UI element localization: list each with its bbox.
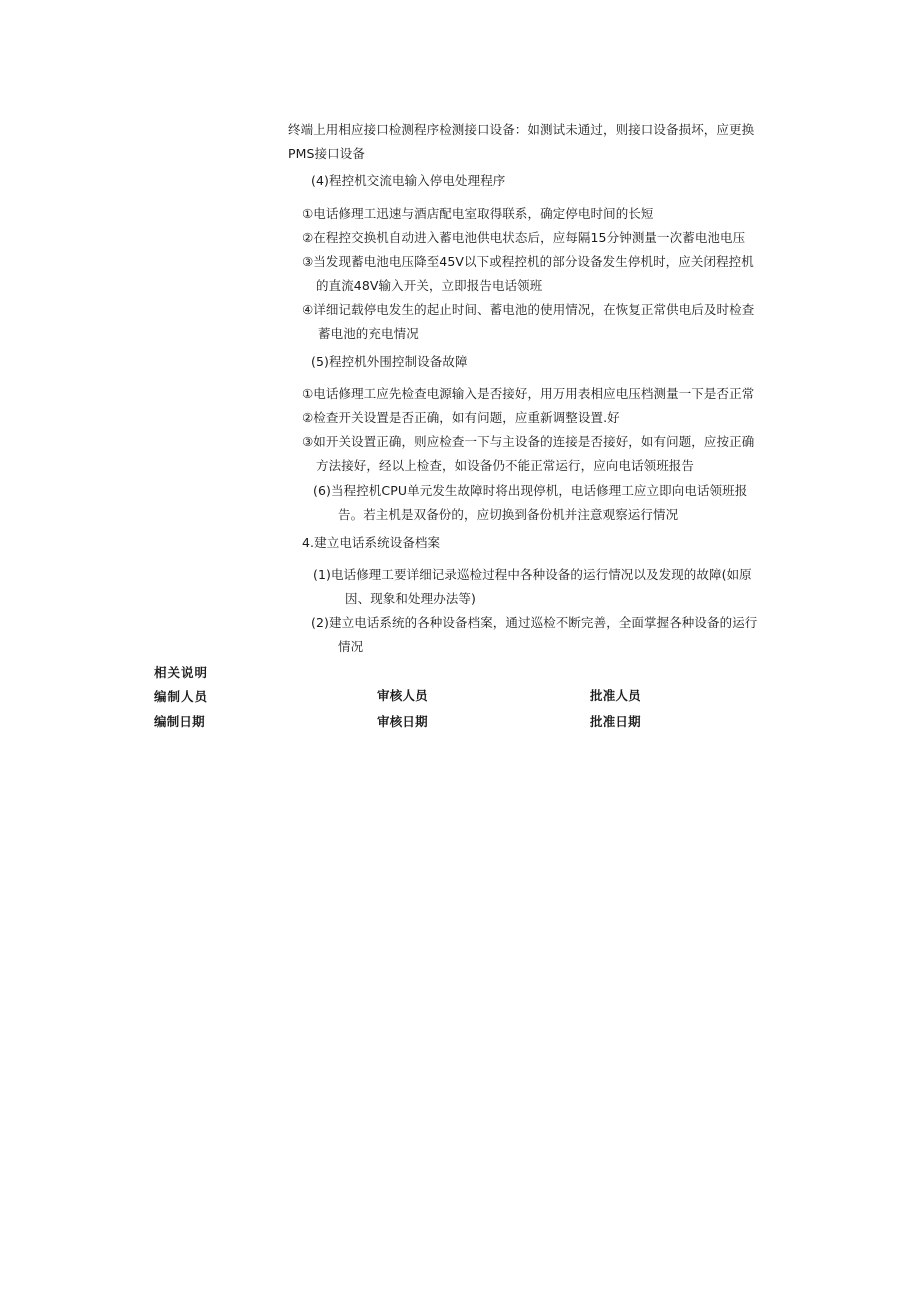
body-line-12: ②检查开关设置是否正确，如有问题，应重新调整设置.好	[302, 410, 620, 425]
body-line-14: 方法接好，经以上检查，如设备仍不能正常运行，应向电话领班报告	[316, 458, 695, 473]
compiled-by-label: 编制人员	[154, 689, 209, 704]
related-notes-label: 相关说明	[154, 665, 209, 680]
body-line-15: (6)当程控机CPU单元发生故障时将出现停机，电话修理工应立即向电话领班报	[313, 483, 748, 498]
body-line-5: ②在程控交换机自动进入蓄电池供电状态后，应每隔15分钟测量一次蓄电池电压	[302, 230, 746, 245]
reviewed-date-label: 审核日期	[377, 714, 428, 729]
body-line-1: 终端上用相应接口检测程序检测接口设备：如测试未通过，则接口设备损坏，应更换	[288, 122, 755, 137]
body-line-21: 情况	[338, 639, 364, 654]
section-heading-4: (4)程控机交流电输入停电处理程序	[311, 173, 506, 188]
body-line-7: 的直流48V输入开关，立即报告电话领班	[316, 278, 543, 293]
body-line-18: (1)电话修理工要详细记录巡检过程中各种设备的运行情况以及发现的故障(如原	[313, 567, 752, 582]
compiled-date-label: 编制日期	[154, 714, 205, 729]
body-line-19: 因、现象和处理办法等)	[345, 591, 476, 606]
approved-date-label: 批准日期	[590, 714, 641, 729]
body-line-16: 告。若主机是双备份的，应切换到备份机并注意观察运行情况	[338, 507, 679, 522]
body-line-2: PMS接口设备	[288, 146, 365, 161]
body-line-4: ①电话修理工迅速与酒店配电室取得联系，确定停电时间的长短	[302, 206, 654, 221]
section-heading-5: (5)程控机外围控制设备故障	[311, 354, 468, 369]
body-line-13: ③如开关设置正确，则应检查一下与主设备的连接是否接好，如有问题，应按正确	[302, 434, 755, 449]
reviewed-by-label: 审核人员	[377, 688, 428, 703]
approved-by-label: 批准人员	[590, 688, 641, 703]
body-line-11: ①电话修理工应先检查电源输入是否接好，用万用表相应电压档测量一下是否正常	[302, 386, 755, 401]
body-line-6: ③当发现蓄电池电压降至45V以下或程控机的部分设备发生停机时，应关闭程控机	[302, 254, 754, 269]
section-heading-4-archive: 4.建立电话系统设备档案	[302, 535, 441, 550]
body-line-9: 蓄电池的充电情况	[318, 326, 419, 341]
body-line-20: (2)建立电话系统的各种设备档案，通过巡检不断完善，全面掌握各种设备的运行	[311, 615, 758, 630]
body-line-8: ④详细记载停电发生的起止时间、蓄电池的使用情况，在恢复正常供电后及时检查	[302, 302, 755, 317]
